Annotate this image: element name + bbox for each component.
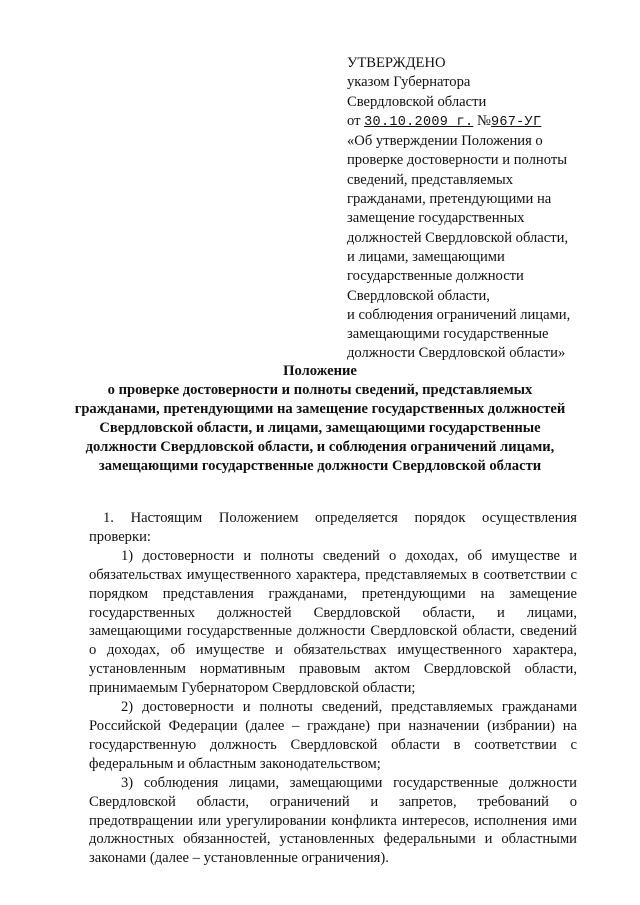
number-prefix: № [477, 112, 491, 129]
decree-title-line: должности Свердловской области» [347, 345, 566, 362]
approval-block [347, 54, 617, 364]
decree-title-line: и лицами, замещающими [347, 248, 505, 265]
approval-heading: УТВЕРЖДЕНО [347, 55, 446, 71]
paragraph-1-item-1: 1) достоверности и полноты сведений о доходах, об имуществе и обязательствах имущественного характера, представляемых в соответствии с порядком представления гражданами, претендующими на замещение государственных должностей Свердловской области, и лицами, замещающими государственные должности Свердловской области, сведений о доходах, об имуществе и обязательствах имущественного характера, установленным нормативным правовым актом Свердловской области, принимаемым Губернатором Свердловской области; [89, 547, 577, 697]
title-line: гражданами, претендующими на замещение государственных должностей [74, 401, 566, 417]
decree-title-line: сведений, представляемых [347, 171, 514, 188]
decree-title-line: проверке достоверности и полноты [347, 152, 567, 169]
title-line: замещающими государственные должности Свердловской области [98, 458, 542, 474]
title-line: должности Свердловской области, и соблюдения ограничений лицами, [85, 439, 555, 455]
decree-number: 967-УГ [490, 114, 542, 130]
paragraph-1-item-3: 3) соблюдения лицами, замещающими государственные должности Свердловской области, ограничений и запретов, требований о предотвращении или урегулировании конфликта интересов, исполнения ими должностных обязанностей, установленных федеральными и областными законами (далее – установленные ограничения). [89, 774, 577, 867]
decree-title-line: должностей Свердловской области, [347, 229, 569, 246]
decree-title-line: и соблюдения ограничений лицами, [347, 306, 571, 323]
paragraph-1: 1. Настоящим Положением определяется порядок осуществления проверки: [89, 510, 577, 545]
approval-issuer: указом Губернатора [347, 74, 471, 91]
approval-date-line [347, 112, 617, 132]
approval-region: Свердловской области [347, 93, 487, 110]
paragraph-1-item-2: 2) достоверности и полноты сведений, представляемых гражданами Российской Федерации (далее – граждане) при назначении (избрании) на государственную должность Свердловской области в соответствии с федеральным и областным законодательством; [89, 699, 577, 772]
title-line: Свердловской области, и лицами, замещающими государственные [99, 420, 541, 436]
decree-date: 30.10.2009 г. [364, 114, 474, 130]
decree-title-line: «Об утверждении Положения о [347, 133, 543, 150]
decree-title-line: гражданами, претендующими на [347, 191, 552, 208]
decree-title-line: замещение государственных [347, 210, 525, 227]
decree-title-line: государственные должности [347, 268, 524, 285]
title-heading: Положение [283, 363, 357, 379]
title-line: о проверке достоверности и полноты сведений, представляемых [107, 382, 533, 398]
document-body [89, 509, 577, 868]
decree-title-line: замещающими государственные [347, 326, 549, 343]
document-title [64, 362, 576, 476]
decree-title-line: Свердловской области, [347, 287, 490, 304]
date-prefix: от [347, 112, 361, 129]
